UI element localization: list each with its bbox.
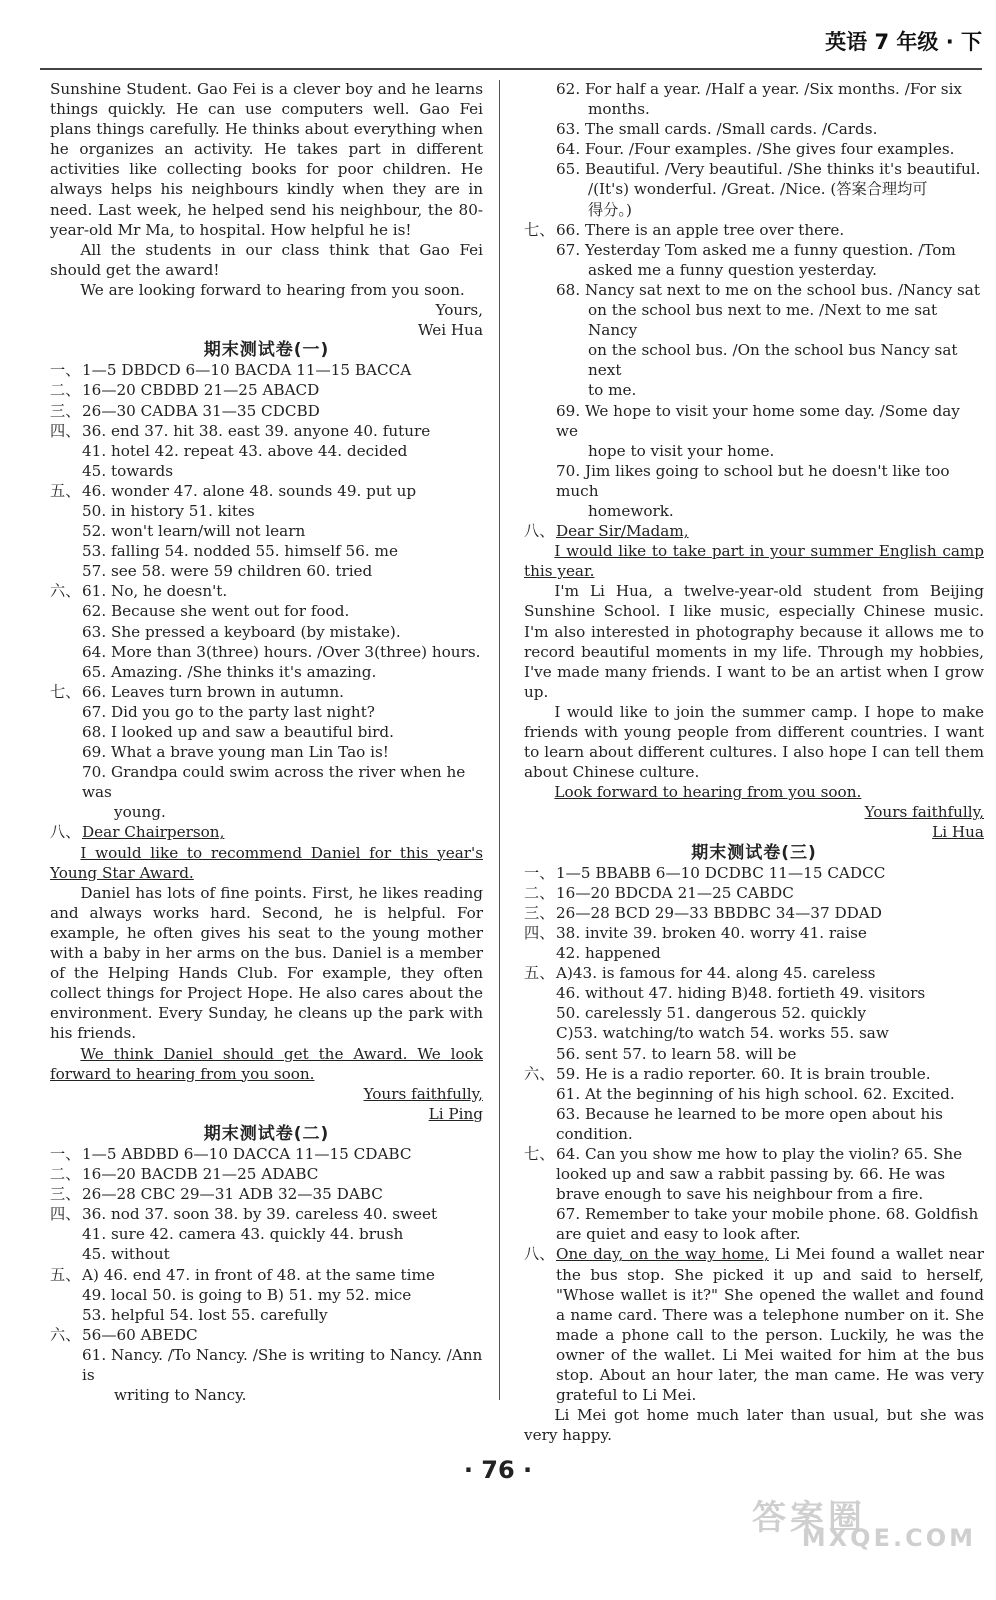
answer-text: 49. local 50. is going to B) 51. my 52. mice — [82, 1285, 412, 1304]
answer-text: 56—60 ABEDC — [82, 1325, 198, 1344]
answer-text: 41. hotel 42. repeat 43. above 44. decided — [82, 441, 408, 460]
answer-text: 63. The small cards. /Small cards. /Cards. — [556, 120, 878, 139]
answer-row — [524, 923, 984, 943]
letter-closing: Yours faithfully, — [363, 1084, 483, 1103]
section-number: 三、 — [50, 1185, 81, 1204]
section-title: 期末测试卷(三) — [691, 842, 817, 863]
answer-text: 64. Can you show me how to play the violin? 65. She — [556, 1144, 963, 1163]
section-number: 二、 — [50, 381, 81, 400]
story-text: Li Mei found a wallet near the bus stop. She picked it up and said to herself, "Whose wallet is it?" She opened the wallet and found a name card. There was a telephone number on it. She made a phone call to the person. Luckily, he was the owner of the wallet. Li Mei waited for him at the bus stop. About an hour later, the man came. He was very grateful to Li Mei. — [556, 1245, 984, 1405]
section-title: 期末测试卷(二) — [203, 1123, 330, 1144]
answer-text: 50. in history 51. kites — [82, 501, 255, 520]
answer-row — [524, 1144, 984, 1164]
answer-text: C)53. watching/to watch 54. works 55. saw — [556, 1024, 889, 1043]
answer-text: A)43. is famous for 44. along 45. careless — [556, 964, 876, 983]
answer-text: 46. wonder 47. alone 48. sounds 49. put up — [82, 481, 417, 500]
section-number: 二、 — [524, 883, 555, 902]
section-number: 五、 — [50, 481, 81, 500]
answer-text: 70. Grandpa could swim across the river when he was — [82, 763, 466, 802]
answer-row — [524, 220, 984, 240]
section-number: 三、 — [524, 903, 555, 922]
answer-text: 69. What a brave young man Lin Tao is! — [82, 743, 389, 762]
answer-row — [50, 481, 483, 501]
answer-text: 67. Did you go to the party last night? — [82, 702, 375, 721]
section-number: 三、 — [50, 401, 81, 420]
section-number: 六、 — [50, 582, 81, 601]
answer-text: 53. falling 54. nodded 55. himself 56. me — [82, 542, 398, 561]
answer-text: 得分。) — [588, 200, 632, 219]
answer-text: 65. Amazing. /She thinks it's amazing. — [82, 662, 377, 681]
answer-text: A) 46. end 47. in front of 48. at the same time — [82, 1265, 435, 1284]
letter-paragraph: We are looking forward to hearing from you soon. — [80, 280, 465, 299]
answer-text: 46. without 47. hiding B)48. fortieth 49. visitors — [556, 984, 926, 1003]
answer-text: 1—5 BBABB 6—10 DCDBC 11—15 CADCC — [556, 863, 886, 882]
answer-text: 36. nod 37. soon 38. by 39. careless 40. sweet — [82, 1205, 438, 1224]
story-underlined-opening: One day, on the way home, — [556, 1245, 769, 1264]
section-number: 四、 — [50, 421, 81, 440]
letter-salutation: Dear Sir/Madam, — [556, 522, 689, 541]
answer-row — [50, 822, 483, 842]
watermark-text-top: 答案圈 — [752, 1498, 866, 1538]
page-header-title: 英语 7 年级 · 下 — [825, 30, 982, 54]
answer-text: 67. Yesterday Tom asked me a funny question. /Tom — [556, 240, 956, 259]
section-number: 一、 — [50, 361, 81, 380]
answer-text: 64. Four. /Four examples. /She gives four examples. — [556, 140, 955, 159]
answer-row — [524, 1064, 984, 1084]
answer-text: 57. see 58. were 59 children 60. tried — [82, 562, 373, 581]
answer-row — [524, 1244, 984, 1405]
answer-text: are quiet and easy to look after. — [556, 1225, 801, 1244]
letter-paragraph: Look forward to hearing from you soon. — [554, 783, 862, 802]
answer-text: 65. Beautiful. /Very beautiful. /She thinks it's beautiful. — [556, 160, 981, 179]
answer-text: 26—30 CADBA 31—35 CDCBD — [82, 401, 320, 420]
answer-text: 61. No, he doesn't. — [82, 582, 228, 601]
section-number: 五、 — [524, 964, 555, 983]
answer-text: 1—5 ABDBD 6—10 DACCA 11—15 CDABC — [82, 1144, 412, 1163]
answer-text: homework. — [588, 501, 674, 520]
right-column — [524, 79, 984, 1445]
section-number: 一、 — [50, 1144, 81, 1163]
letter-salutation: Dear Chairperson, — [82, 823, 225, 842]
watermark-text-bottom: MXQE.COM — [801, 1524, 976, 1553]
answer-text: 59. He is a radio reporter. 60. It is brain trouble. — [556, 1064, 931, 1083]
answer-text: on the school bus next to me. /Next to me sat Nancy — [588, 301, 938, 340]
answer-text: 56. sent 57. to learn 58. will be — [556, 1044, 797, 1063]
answer-text: 50. carelessly 51. dangerous 52. quickly — [556, 1004, 867, 1023]
answer-row — [524, 963, 984, 983]
section-number: 五、 — [50, 1265, 81, 1284]
answer-text: /(It's) wonderful. /Great. /Nice. (答案合理均可 — [588, 180, 928, 199]
header-rule — [40, 68, 982, 70]
answer-text: 62. For half a year. /Half a year. /Six months. /For six — [556, 80, 962, 98]
section-number: 二、 — [50, 1165, 81, 1184]
watermark-logo — [752, 1498, 976, 1590]
answer-text: on the school bus. /On the school bus Nancy sat next — [588, 341, 958, 380]
answer-row — [50, 380, 483, 400]
answer-row — [524, 863, 984, 883]
answer-text: 63. Because he learned to be more open about his condition. — [556, 1104, 943, 1143]
letter-signature: Li Hua — [932, 823, 984, 842]
answer-text: 69. We hope to visit your home some day. /Some day we — [556, 401, 960, 440]
answer-text: young. — [114, 803, 166, 822]
answer-text: 16—20 BDCDA 21—25 CABDC — [556, 883, 794, 902]
answer-text: writing to Nancy. — [114, 1386, 247, 1405]
section-number: 七、 — [524, 1144, 555, 1163]
answer-text: 68. I looked up and saw a beautiful bird. — [82, 723, 394, 741]
column-divider — [499, 80, 500, 1400]
answer-text: 26—28 BCD 29—33 BBDBC 34—37 DDAD — [556, 903, 882, 922]
answer-text: looked up and saw a rabbit passing by. 66. He was — [556, 1165, 946, 1184]
section-number: 七、 — [524, 220, 555, 239]
answer-text: 1—5 DBDCD 6—10 BACDA 11—15 BACCA — [82, 361, 412, 380]
letter-closing: Yours faithfully, — [864, 803, 984, 822]
page-number: · 76 · — [463, 1456, 533, 1484]
letter-paragraph: Daniel has lots of fine points. First, he likes reading and always works hard. Second, he is helpful. For example, he often gives his seat to the young mother with a baby in her arms on the bus. Daniel is a member of the Helping Hands Club. For example, they often collect things for Project Hope. He also cares about the environment. Every Sunday, he cleans up the park with his friends. — [50, 883, 483, 1043]
answer-text: 16—20 CBDBD 21—25 ABACD — [82, 381, 320, 400]
answer-text: 38. invite 39. broken 40. worry 41. raise — [556, 923, 867, 942]
section-number: 七、 — [50, 682, 81, 701]
answer-text: 53. helpful 54. lost 55. carefully — [82, 1305, 328, 1324]
letter-paragraph: I'm Li Hua, a twelve-year-old student from Beijing Sunshine School. I like music, especially Chinese music. I'm also interested in photography because it allows me to record beautiful moments in my life. Through my hobbies, I've made many friends. I want to be an artist when I grow up. — [524, 582, 984, 701]
answer-row — [524, 521, 984, 541]
answer-text: 64. More than 3(three) hours. /Over 3(three) hours. — [82, 642, 481, 661]
answer-text: 61. At the beginning of his high school. 62. Excited. — [556, 1084, 955, 1103]
letter-paragraph: Sunshine Student. Gao Fei is a clever boy and he learns things quickly. He can use computers well. Gao Fei plans things carefully. He thinks about everything when he organizes an activity. He takes part in different activities like collecting books for poor children. He always helps his neighbours kindly when they are in need. Last week, he helped send his neighbour, the 80-year-old Mr Ma, to hospital. How helpful he is! — [50, 80, 483, 239]
answer-text: 45. without — [82, 1245, 170, 1264]
answer-text: 70. Jim likes going to school but he doesn't like too much — [556, 461, 950, 500]
answer-row — [50, 682, 483, 702]
answer-row — [50, 1265, 483, 1285]
answer-text: 42. happened — [556, 944, 661, 963]
letter-signature: Wei Hua — [417, 321, 483, 340]
answer-text: 68. Nancy sat next to me on the school bus. /Nancy sat — [556, 280, 980, 299]
letter-paragraph: All the students in our class think that Gao Fei should get the award! — [50, 240, 483, 279]
section-number: 八、 — [524, 522, 555, 541]
answer-text: months. — [588, 100, 650, 119]
letter-paragraph: I would like to take part in your summer English camp this year. — [524, 542, 984, 581]
answer-text: 67. Remember to take your mobile phone. 68. Goldfish — [556, 1205, 979, 1224]
letter-paragraph: We think Daniel should get the Award. We look forward to hearing from you soon. — [50, 1044, 483, 1083]
letter-closing: Yours, — [435, 301, 483, 320]
section-number: 八、 — [50, 823, 81, 842]
answer-row — [50, 1184, 483, 1204]
letter-signature: Li Ping — [428, 1104, 483, 1123]
letter-paragraph: I would like to join the summer camp. I hope to make friends with young people from different countries. I want to learn about different cultures. I also hope I can tell them about Chinese culture. — [524, 702, 984, 782]
answer-text: 36. end 37. hit 38. east 39. anyone 40. future — [82, 421, 431, 440]
answer-row — [50, 1164, 483, 1184]
answer-row — [50, 1325, 483, 1345]
answer-text: to me. — [588, 381, 637, 400]
answer-text: hope to visit your home. — [588, 441, 775, 460]
answer-row — [524, 903, 984, 923]
section-number: 八、 — [524, 1245, 555, 1264]
answer-text: 66. There is an apple tree over there. — [556, 220, 845, 239]
answer-text: 52. won't learn/will not learn — [82, 522, 306, 541]
left-column — [50, 79, 483, 1405]
answer-row — [50, 581, 483, 601]
section-number: 四、 — [524, 923, 555, 942]
answer-text: 16—20 BACDB 21—25 ADABC — [82, 1165, 319, 1184]
story-paragraph: Li Mei got home much later than usual, but she was very happy. — [524, 1406, 984, 1445]
answer-row — [50, 1204, 483, 1224]
answer-text: 63. She pressed a keyboard (by mistake). — [82, 622, 401, 641]
answer-text: asked me a funny question yesterday. — [588, 260, 877, 279]
section-title: 期末测试卷(一) — [203, 340, 330, 361]
section-number: 六、 — [524, 1064, 555, 1083]
answer-text: 41. sure 42. camera 43. quickly 44. brush — [82, 1225, 404, 1244]
answer-row — [524, 883, 984, 903]
answer-row — [50, 1144, 483, 1164]
answer-text: 26—28 CBC 29—31 ADB 32—35 DABC — [82, 1185, 383, 1204]
section-number: 一、 — [524, 863, 555, 882]
answer-row — [50, 401, 483, 421]
answer-text: 62. Because she went out for food. — [82, 602, 350, 621]
answer-row — [50, 360, 483, 380]
answer-text: 66. Leaves turn brown in autumn. — [82, 682, 344, 701]
story-paragraph — [556, 1244, 984, 1405]
answer-text: 45. towards — [82, 461, 174, 480]
section-number: 六、 — [50, 1325, 81, 1344]
answer-row — [50, 421, 483, 441]
letter-paragraph: I would like to recommend Daniel for this year's Young Star Award. — [50, 843, 483, 882]
section-number: 四、 — [50, 1205, 81, 1224]
answer-text: 61. Nancy. /To Nancy. /She is writing to Nancy. /Ann is — [82, 1345, 483, 1384]
answer-text: brave enough to save his neighbour from a fire. — [556, 1185, 924, 1204]
